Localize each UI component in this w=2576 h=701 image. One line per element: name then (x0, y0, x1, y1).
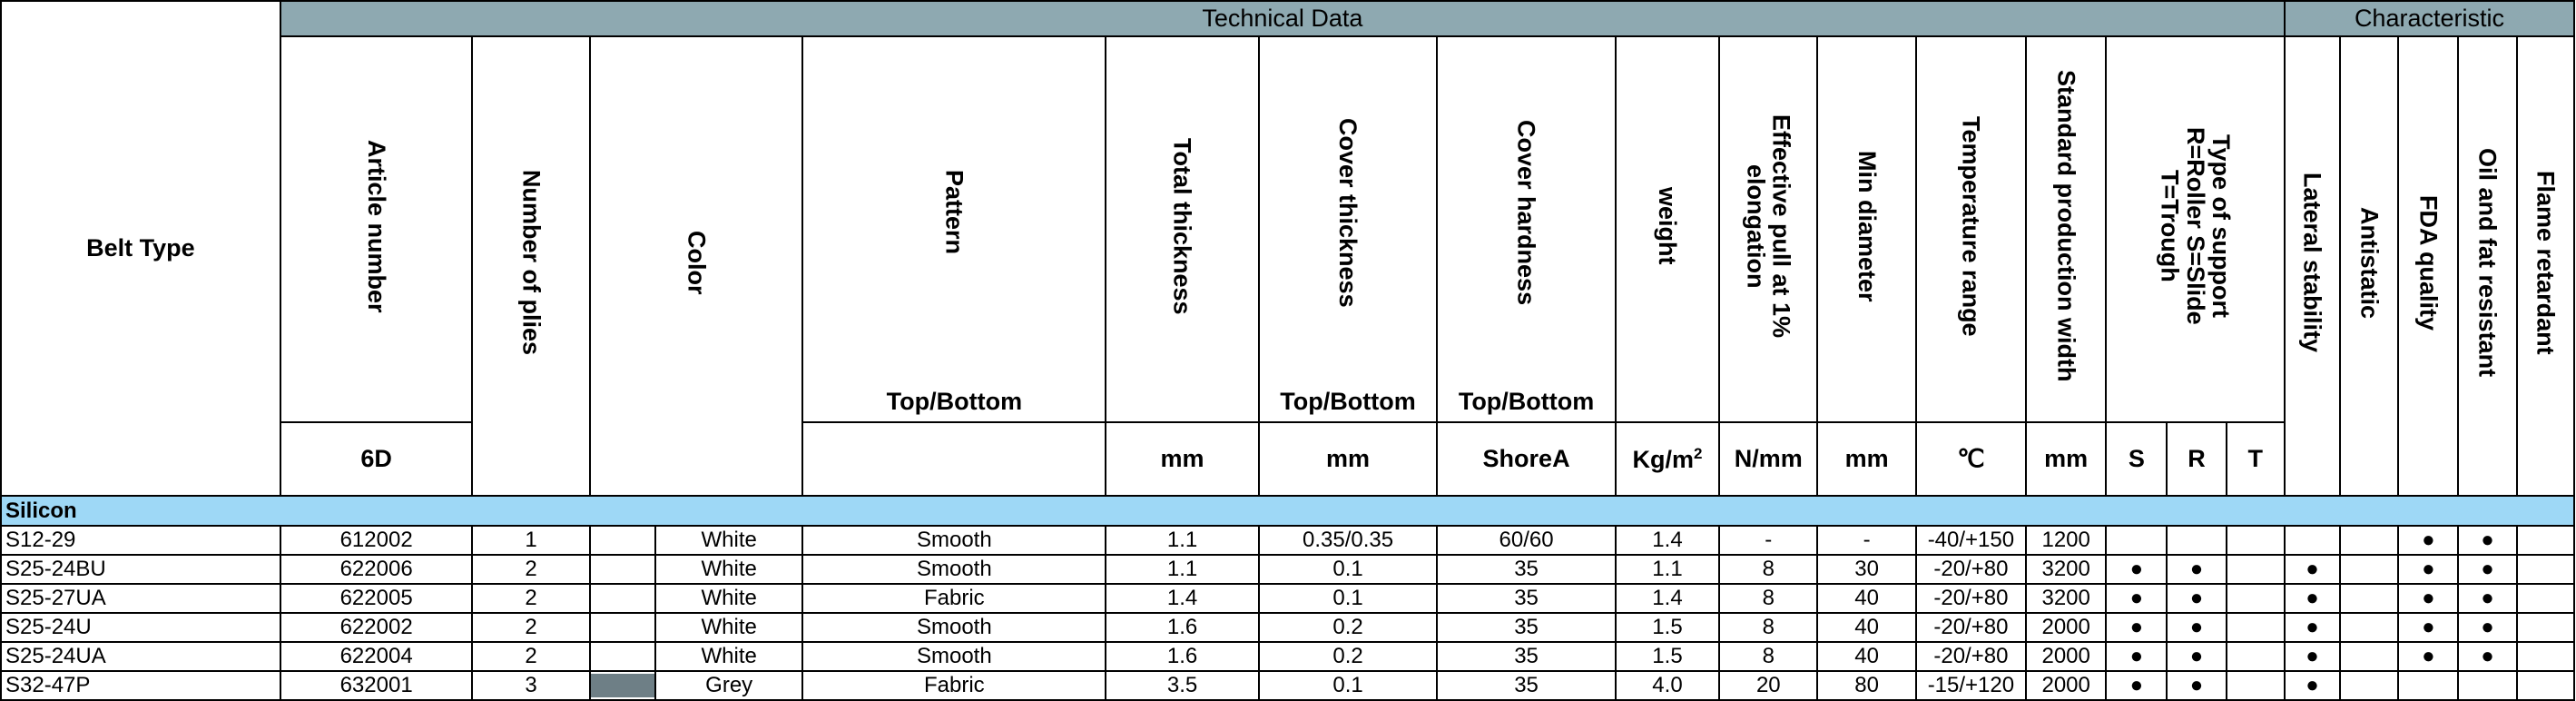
cell-flame (2517, 642, 2574, 671)
cell-fda: ● (2398, 613, 2458, 642)
article-number-header: Article number (280, 36, 473, 422)
cell-oil: ● (2458, 613, 2516, 642)
cover-thickness-sub-label: Top/Bottom (1280, 388, 1416, 415)
technical-data-header: Technical Data (280, 1, 2285, 36)
color-header: Color (590, 36, 803, 496)
cell-diameter: 80 (1817, 671, 1915, 700)
cell-flame (2517, 526, 2574, 555)
cell-r (2167, 526, 2226, 555)
cell-article: 622002 (280, 613, 473, 642)
cell-hardness: 35 (1437, 642, 1616, 671)
cell-flame (2517, 613, 2574, 642)
width-unit: mm (2026, 422, 2106, 496)
cell-pull: 8 (1719, 555, 1817, 584)
table-row (1, 555, 2574, 584)
cell-color: White (655, 642, 802, 671)
cell-flame (2517, 555, 2574, 584)
oil-fat-resistant-header: Oil and fat resistant (2458, 36, 2516, 496)
diameter-unit: mm (1817, 422, 1915, 496)
cell-article: 622005 (280, 584, 473, 613)
column-header-row (1, 36, 2574, 422)
table-row (1, 584, 2574, 613)
cell-t (2227, 613, 2285, 642)
cell-r: ● (2167, 584, 2226, 613)
color-swatch (590, 555, 655, 584)
cell-lateral: ● (2285, 555, 2340, 584)
color-swatch (590, 671, 655, 700)
cell-pull: 8 (1719, 642, 1817, 671)
fda-quality-header: FDA quality (2398, 36, 2458, 496)
cell-r: ● (2167, 613, 2226, 642)
article-unit: 6D (280, 422, 473, 496)
cell-cover: 0.35/0.35 (1259, 526, 1438, 555)
cell-color: White (655, 555, 802, 584)
weight-unit: $Kg/m^2$ (1616, 422, 1719, 496)
cell-total: 1.6 (1106, 642, 1258, 671)
cell-oil (2458, 671, 2516, 700)
cell-plies: 3 (472, 671, 589, 700)
support-type-header: Type of support R=Roller S=Slide T=Trough (2106, 36, 2285, 422)
cell-diameter: 30 (1817, 555, 1915, 584)
support-s-label: S (2106, 422, 2167, 496)
production-width-header: Standard production width (2026, 36, 2106, 422)
cell-oil: ● (2458, 584, 2516, 613)
cell-s: ● (2106, 671, 2167, 700)
plies-header: Number of plies (472, 36, 589, 496)
cell-article: 622004 (280, 642, 473, 671)
cell-temp: -20/+80 (1916, 584, 2026, 613)
cell-color: White (655, 613, 802, 642)
temperature-unit: ℃ (1916, 422, 2026, 496)
cell-width: 2000 (2026, 671, 2106, 700)
cell-flame (2517, 671, 2574, 700)
cell-width: 3200 (2026, 555, 2106, 584)
weight-header: weight (1616, 36, 1719, 422)
cell-s: ● (2106, 642, 2167, 671)
cell-color: White (655, 584, 802, 613)
cell-temp: -20/+80 (1916, 642, 2026, 671)
cell-t (2227, 671, 2285, 700)
color-swatch (590, 526, 655, 555)
cell-lateral: ● (2285, 642, 2340, 671)
cell-fda: ● (2398, 642, 2458, 671)
pattern-sub-label: Top/Bottom (886, 388, 1023, 415)
cell-cover: 0.1 (1259, 671, 1438, 700)
cover-hardness-unit: ShoreA (1437, 422, 1616, 496)
characteristic-header: Characteristic (2285, 1, 2574, 36)
cell-weight: 1.4 (1616, 584, 1719, 613)
group-header-row (1, 1, 2574, 36)
cell-r: ● (2167, 555, 2226, 584)
cell-pattern: Fabric (802, 671, 1106, 700)
pattern-unit (802, 422, 1106, 496)
color-swatch (590, 642, 655, 671)
cell-antistatic (2340, 555, 2398, 584)
cell-cover: 0.2 (1259, 642, 1438, 671)
cell-lateral: ● (2285, 613, 2340, 642)
cell-oil: ● (2458, 642, 2516, 671)
pull-unit: N/mm (1719, 422, 1817, 496)
cell-color: Grey (655, 671, 802, 700)
cover-hardness-header: Cover hardness Top/Bottom (1437, 36, 1616, 422)
cell-diameter: 40 (1817, 584, 1915, 613)
cell-pattern: Fabric (802, 584, 1106, 613)
cell-diameter: - (1817, 526, 1915, 555)
cell-s: ● (2106, 555, 2167, 584)
cell-fda: ● (2398, 584, 2458, 613)
cell-temp: -20/+80 (1916, 555, 2026, 584)
cover-hardness-sub-label: Top/Bottom (1458, 388, 1595, 415)
cell-temp: -40/+150 (1916, 526, 2026, 555)
cell-r: ● (2167, 642, 2226, 671)
pattern-header: Pattern Top/Bottom (802, 36, 1106, 422)
effective-pull-header: Effective pull at 1% elongation (1719, 36, 1817, 422)
cell-plies: 2 (472, 555, 589, 584)
cell-plies: 2 (472, 642, 589, 671)
unit-row (1, 422, 2574, 496)
cell-hardness: 35 (1437, 671, 1616, 700)
cell-diameter: 40 (1817, 613, 1915, 642)
cell-oil: ● (2458, 555, 2516, 584)
table-body (1, 526, 2574, 700)
table-row (1, 642, 2574, 671)
cell-total: 1.1 (1106, 526, 1258, 555)
cover-thickness-unit: mm (1259, 422, 1438, 496)
cell-cover: 0.2 (1259, 613, 1438, 642)
belt-type-header: Belt Type (1, 1, 280, 496)
cell-antistatic (2340, 671, 2398, 700)
cell-type: S25-24UA (1, 642, 280, 671)
min-diameter-header: Min diameter (1817, 36, 1915, 422)
cell-article: 632001 (280, 671, 473, 700)
color-swatch (590, 613, 655, 642)
cell-width: 1200 (2026, 526, 2106, 555)
cell-s: ● (2106, 584, 2167, 613)
cell-s (2106, 526, 2167, 555)
cell-type: S12-29 (1, 526, 280, 555)
cell-fda: ● (2398, 555, 2458, 584)
cell-pattern: Smooth (802, 613, 1106, 642)
cell-lateral: ● (2285, 584, 2340, 613)
total-thickness-header: Total thickness (1106, 36, 1258, 422)
section-label: Silicon (1, 496, 2574, 526)
cell-type: S25-24U (1, 613, 280, 642)
temperature-range-header: Temperature range (1916, 36, 2026, 422)
cover-thickness-header: Cover thickness Top/Bottom (1259, 36, 1438, 422)
cell-antistatic (2340, 642, 2398, 671)
cell-article: 622006 (280, 555, 473, 584)
cell-plies: 1 (472, 526, 589, 555)
cell-total: 1.4 (1106, 584, 1258, 613)
cell-temp: -20/+80 (1916, 613, 2026, 642)
cell-antistatic (2340, 613, 2398, 642)
cell-s: ● (2106, 613, 2167, 642)
cell-lateral: ● (2285, 671, 2340, 700)
cell-color: White (655, 526, 802, 555)
cell-fda: ● (2398, 526, 2458, 555)
cell-hardness: 60/60 (1437, 526, 1616, 555)
cell-width: 2000 (2026, 613, 2106, 642)
cell-temp: -15/+120 (1916, 671, 2026, 700)
total-thickness-unit: mm (1106, 422, 1258, 496)
cell-type: S25-27UA (1, 584, 280, 613)
cell-pattern: Smooth (802, 526, 1106, 555)
lateral-stability-header: Lateral stability (2285, 36, 2340, 496)
table-row (1, 671, 2574, 700)
cell-hardness: 35 (1437, 584, 1616, 613)
cell-plies: 2 (472, 613, 589, 642)
cell-hardness: 35 (1437, 613, 1616, 642)
table-row (1, 613, 2574, 642)
cell-type: S25-24BU (1, 555, 280, 584)
color-swatch (590, 584, 655, 613)
section-row (1, 496, 2574, 526)
cell-weight: 1.4 (1616, 526, 1719, 555)
cell-total: 1.1 (1106, 555, 1258, 584)
cell-width: 3200 (2026, 584, 2106, 613)
cell-t (2227, 555, 2285, 584)
cell-t (2227, 642, 2285, 671)
support-r-label: R (2167, 422, 2226, 496)
cell-type: S32-47P (1, 671, 280, 700)
cell-width: 2000 (2026, 642, 2106, 671)
cell-weight: 1.5 (1616, 642, 1719, 671)
antistatic-header: Antistatic (2340, 36, 2398, 496)
cell-flame (2517, 584, 2574, 613)
cell-pattern: Smooth (802, 642, 1106, 671)
cell-r: ● (2167, 671, 2226, 700)
cell-pull: 8 (1719, 613, 1817, 642)
cell-weight: 4.0 (1616, 671, 1719, 700)
flame-retardant-header: Flame retardant (2517, 36, 2574, 496)
cell-hardness: 35 (1437, 555, 1616, 584)
cell-oil: ● (2458, 526, 2516, 555)
cell-plies: 2 (472, 584, 589, 613)
cell-diameter: 40 (1817, 642, 1915, 671)
cell-weight: 1.1 (1616, 555, 1719, 584)
cell-fda (2398, 671, 2458, 700)
support-t-label: T (2227, 422, 2285, 496)
cell-total: 3.5 (1106, 671, 1258, 700)
cell-total: 1.6 (1106, 613, 1258, 642)
cell-cover: 0.1 (1259, 584, 1438, 613)
cell-pull: 20 (1719, 671, 1817, 700)
cell-pull: 8 (1719, 584, 1817, 613)
cell-antistatic (2340, 526, 2398, 555)
cell-pattern: Smooth (802, 555, 1106, 584)
cell-weight: 1.5 (1616, 613, 1719, 642)
cell-t (2227, 584, 2285, 613)
cell-cover: 0.1 (1259, 555, 1438, 584)
cell-pull: - (1719, 526, 1817, 555)
table-row (1, 526, 2574, 555)
cell-article: 612002 (280, 526, 473, 555)
cell-t (2227, 526, 2285, 555)
cell-lateral (2285, 526, 2340, 555)
cell-antistatic (2340, 584, 2398, 613)
